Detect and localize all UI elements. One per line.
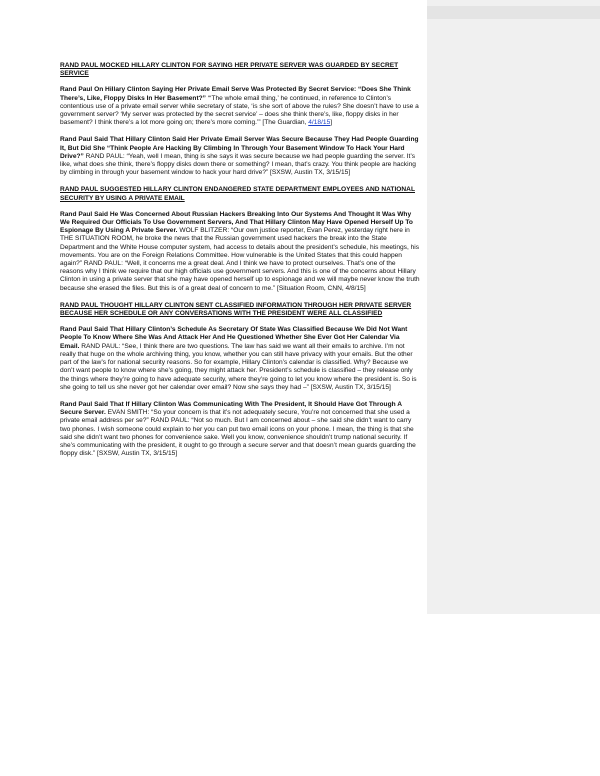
entry-paragraph [60,211,420,293]
section-heading: RAND PAUL THOUGHT HILLARY CLINTON SENT CLASSIFIED INFORMATION THROUGH HER PRIVATE SERVER BECAUSE HER SCHEDULE OR ANY CONVERSATIONS WITH THE PRESIDENT WERE ALL CLASSIFIED [60,301,412,318]
section-heading: RAND PAUL SUGGESTED HILLARY CLINTON ENDANGERED STATE DEPARTMENT EMPLOYEES AND NATIONAL SECURITY BY USING A PRIVATE EMAIL [60,186,415,202]
entry-paragraph [60,136,420,177]
document-body [60,62,420,467]
entry-lead: Rand Paul Said That Hillary Clinton’s Schedule As Secretary Of State Was Classified Because We Did Not Want People To Know Where She Was And Attack Her And He Questioned Whether She Ever Got Her Calendar Via Email. [60,326,408,350]
entry-paragraph [60,326,420,392]
source-link[interactable]: 4/18/15 [308,119,331,127]
entry-body: RAND PAUL: “Yeah, well I mean, thing is she says it was secure because we had people guarding the server. It’s like, what does she think, there’s floppy disks down there or something? I mean, that’s crazy. You think people are hacking by climbing in through your basement window to hack your hard drive?” [SXSW, Austin TX, 3/15/15] [60,152,416,177]
comment-margin-pane [427,0,600,614]
section-heading: RAND PAUL MOCKED HILLARY CLINTON FOR SAYING HER PRIVATE SERVER WAS GUARDED BY SECRET SERVICE [60,62,399,78]
entry-body: RAND PAUL: “See, I think there are two questions. The law has said we want all their emails to archive. I’m not really that huge on the whole archiving thing, you know, whether you can still have privacy with your emails. But the other part of the law’s for national security reasons. So for example, Hillary Clinton’s calendar is classified. Why? Because we don’t want people to know where she’s going, they might attack her. President’s schedule is classified – they release only the things where they’re going to have adequate security, where they’re going to let you know where the president is. So is she going to tell us she never got her calendar over email? Now she says they had –” [SXSW, Austin TX, 3/15/15] [60,342,417,391]
entry-paragraph [60,401,420,458]
entry-lead: Rand Paul Said That If Hillary Clinton Was Communicating With The President, It Should Have Got Through A Secure Server. [60,400,402,417]
entry-lead: Rand Paul Said That Hillary Clinton Said Her Private Email Server Was Secure Because They Had People Guarding It, But Did She “Think People Are Hacking By Climbing In Through Your Basement Window To Hack Your Hard Drive?” [60,136,419,160]
entry-body: EVAN SMITH: “So your concern is that it’s not adequately secure, You’re not concerned that she used a private email address per se?” RAND PAUL: “Not so much. But I am concerned about – she said she didn’t want to carry two phones. I wish someone could explain to her you can put two email icons on your phone. I mean, the thing is that she said she didn’t want two phones for convenience sake. Well you know, convenience shouldn’t trump national security. If she’s communicating with the president, it ought to go through a secure server and that doesn’t mean guards guarding the floppy disk.” [SXSW, Austin TX, 3/15/15] [60,409,416,458]
comment-header-bar [427,6,600,19]
entry-body: “‘The whole email thing,’ he continued, in reference to Clinton’s contentious use of a private email server while secretary of state, ‘is she sort of above the rules? She doesn’t have to use a government server? ‘My server was protected by the secret service’ – does she think there’s, like, floppy disks in her basement? I think there’s a lot more going on; there’s more coming.’” [The Guardian, [60,94,419,127]
entry-lead: Rand Paul Said He Was Concerned About Russian Hackers Breaking Into Our Systems And Thought It Was Why We Required Our Officials To Use Government Servers, And That Hillary Clinton May Have Opened Herself Up To Espionage By Using A Private Server. [60,210,413,235]
entry-body: WOLF BLITZER: “Our own justice reporter, Evan Perez, yesterday right here in THE SITUATION ROOM, he broke the news that the Russian government used hackers the break into the State Department and the White House computer system, had access to details about the president’s schedule, his meetings, his movements. You are on the Foreign Relations Committee. How vulnerable is the United States that this could happen again?” RAND PAUL: “Well, it concerns me a great deal. And I think we have to protect ourselves. That’s one of the reasons why I think we require that our high officials use government servers. And this is one of the concerns about Hillary Clinton in using a private server that she may have opened herself up to espionage and we will maybe never know the truth because she erased the files. But this is of a great deal of concern to me.” [Situation Room, CNN, 4/8/15] [60,227,420,292]
entry-lead: Rand Paul On Hillary Clinton Saying Her Private Email Serve Was Protected By Secret Service: “Does She Think There’s, Like, Floppy Disks In Her Basement?” [60,86,411,102]
entry-paragraph [60,86,420,127]
entry-tail: ] [330,119,333,127]
